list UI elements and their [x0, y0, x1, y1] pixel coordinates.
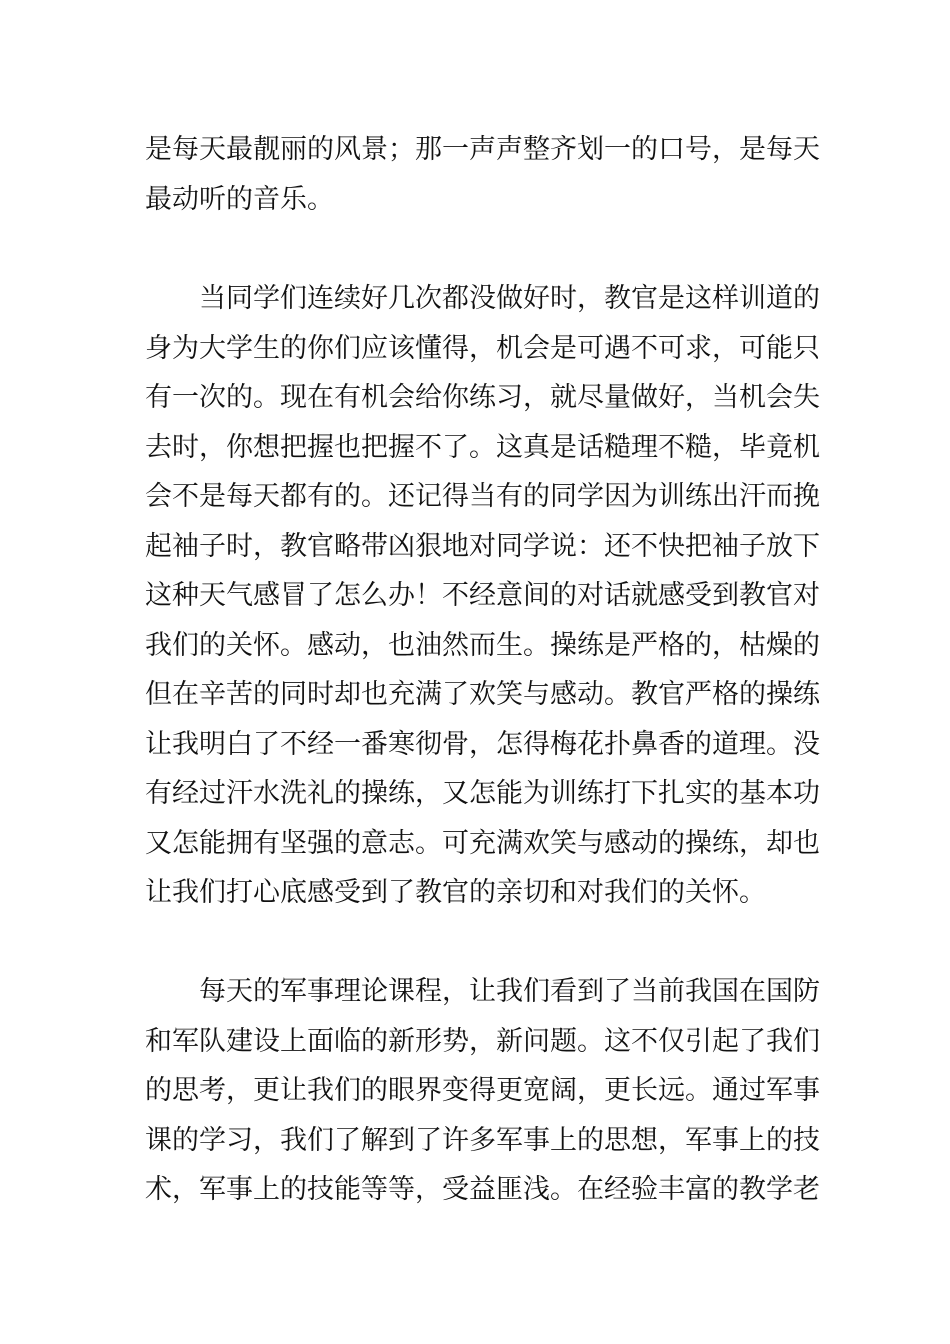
text-line: 起袖子时，教官略带凶狠地对同学说：还不快把袖子放下	[145, 530, 820, 562]
text-line: 我们的关怀。感动，也油然而生。操练是严格的，枯燥的	[145, 629, 820, 661]
paragraph-1	[145, 125, 820, 224]
text-line: 身为大学生的你们应该懂得，机会是可遇不可求，可能只	[145, 332, 820, 364]
text-line: 但在辛苦的同时却也充满了欢笑与感动。教官严格的操练	[145, 679, 820, 710]
text-line: 去时，你想把握也把握不了。这真是话糙理不糙，毕竟机	[145, 431, 820, 463]
text-line: 有经过汗水洗礼的操练，又怎能为训练打下扎实的基本功	[145, 778, 820, 809]
paragraph-3	[145, 967, 820, 1215]
text-line: 最动听的音乐。	[145, 183, 334, 215]
text-line: 术，军事上的技能等等，受益匪浅。在经验丰富的教学老	[145, 1174, 820, 1205]
text-line: 的思考，更让我们的眼界变得更宽阔，更长远。通过军事	[145, 1075, 820, 1106]
text-line: 是每天最靓丽的风景；那一声声整齐划一的口号，是每天	[145, 134, 820, 165]
text-line: 课的学习，我们了解到了许多军事上的思想，军事上的技	[145, 1124, 820, 1156]
text-line: 这种天气感冒了怎么办！不经意间的对话就感受到教官对	[145, 580, 820, 611]
text-line: 每天的军事理论课程，让我们看到了当前我国在国防	[199, 976, 820, 1007]
text-line: 当同学们连续好几次都没做好时，教官是这样训道的	[199, 283, 820, 314]
paragraph-2	[145, 274, 820, 918]
text-line: 会不是每天都有的。还记得当有的同学因为训练出汗而挽	[145, 481, 820, 512]
text-line: 让我明白了不经一番寒彻骨，怎得梅花扑鼻香的道理。没	[145, 728, 820, 760]
text-line: 有一次的。现在有机会给你练习，就尽量做好，当机会失	[145, 382, 820, 413]
text-line: 又怎能拥有坚强的意志。可充满欢笑与感动的操练，却也	[145, 827, 820, 859]
text-line: 和军队建设上面临的新形势，新问题。这不仅引起了我们	[145, 1025, 820, 1057]
text-line: 让我们打心底感受到了教官的亲切和对我们的关怀。	[145, 877, 766, 908]
